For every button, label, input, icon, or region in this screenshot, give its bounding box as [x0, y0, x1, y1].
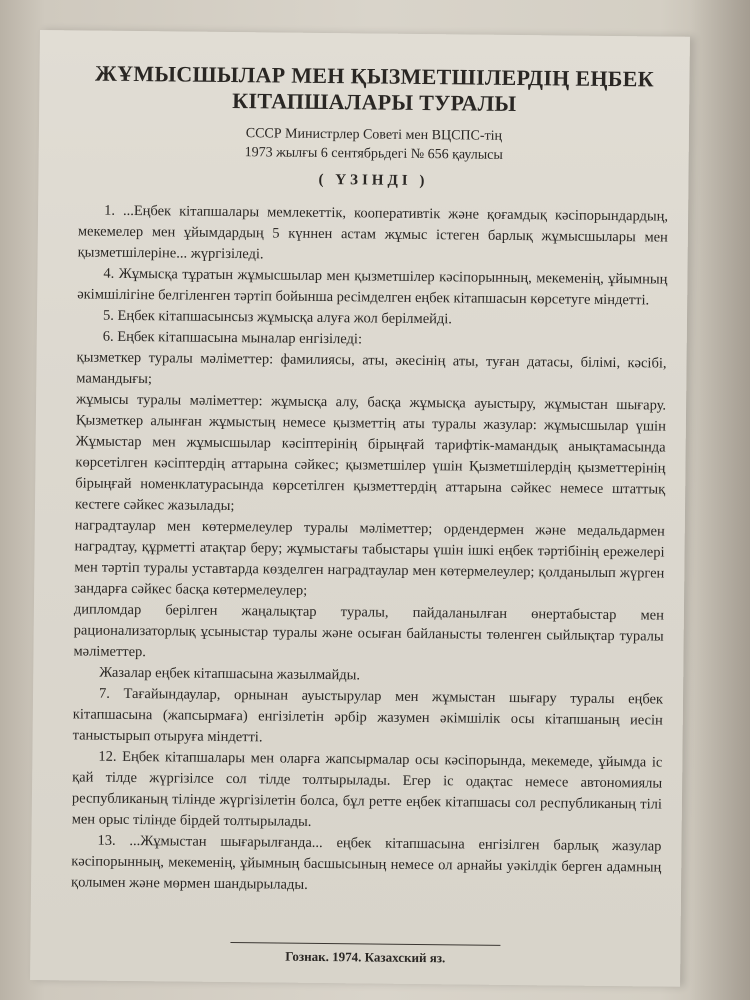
title-line-2: КІТАПШАЛАРЫ ТУРАЛЫ — [232, 88, 517, 117]
footer-divider — [230, 942, 500, 946]
title-line-1: ЖҰМЫСШЫЛАР МЕН ҚЫЗМЕТШІЛЕРДІҢ ЕҢБЕК — [94, 60, 655, 92]
subtitle-line-2: 1973 жылғы 6 сентябрьдегі № 656 қаулысы — [244, 144, 503, 163]
document-body — [71, 200, 668, 900]
footer-imprint: Гознак. 1974. Казахский яз. — [285, 948, 446, 966]
paragraph-4: 4. Жұмысқа тұратын жұмысшылар мен қызметшілер кәсіпорынның, мекеменің, ұйымның әкімшілігіне белгіленген тәртіп бойынша ресімделген еңбек кітапшасын көрсетуге міндетті. — [77, 265, 668, 309]
document-page — [30, 30, 690, 987]
paragraph-12: 12. Еңбек кітапшалары мен оларға жапсырмалар осы кәсіпорында, мекемеде, ұйымда іс қай тілде жүргізілсе сол тілде толтырылады. Егер іс одақтас немесе автономиялы республиканың тілінде жүргізілетін болса, бұл ретте еңбек кітапшасы сол республиканың тілі мен орыс тілінде бірдей толтырылады. — [71, 748, 663, 830]
paragraph-5: 5. Еңбек кітапшасынсыз жұмысқа алуға жол берілмейді. — [102, 307, 453, 327]
subtitle-line-1: СССР Министрлер Советі мен ВЦСПС-тің — [245, 125, 503, 144]
paragraph-7: 7. Тағайындаулар, орнынан ауыстырулар мен жұмыстан шығару туралы еңбек кітапшасына (жапсырмаға) енгізілетін әрбір жазумен әкімшілік осы кітапшаның иесін таныстырып отыруға міндетті. — [72, 685, 664, 746]
document-subtitle — [79, 123, 669, 167]
document-content — [71, 60, 670, 899]
paragraph-1: 1. ...Еңбек кітапшалары мемлекеттік, кооперативтік және қоғамдық кәсіпорындардың, мекемелер мен ұйымдардың 5 күннен астам жұмыс істеген барлық жұмысшылары мен қызметшілеріне... жүргізіледі. — [77, 202, 669, 262]
paragraph-13: 13. ...Жұмыстан шығарылғанда... еңбек кітапшасына енгізілген барлық жазулар кәсіпорынның, мекеменің, ұйымның басшысының немесе ол арнайы уәкілдік берген адамның қолымен және мөрмен шандырылады. — [70, 832, 662, 893]
excerpt-label: ( ҮЗІНДІ ) — [318, 171, 429, 189]
document-title — [79, 60, 670, 119]
paragraph-6: 6. Еңбек кітапшасына мыналар енгізіледі: — [102, 328, 363, 348]
paragraph-penalties: Жазалар еңбек кітапшасына жазылмайды. — [99, 664, 361, 684]
paragraph-6-awards: наградтаулар мен көтермелеулер туралы мәліметтер; ордендермен және медальдармен наградтау, құрметті атақтар беру; жұмыстағы табыстары үшін ішкі еңбек тәртібінің ережелері мен тәртіп туралы уставтарда көзделген наградтаулар мен көтермелеулер; қолданылып жүрген зандарға сәйкес басқа көтермелеулер; — [74, 517, 665, 599]
page-edge-shadow — [690, 0, 750, 1000]
paragraph-6-work: жұмысы туралы мәліметтер: жұмысқа алу, басқа жұмысқа ауыстыру, жұмыстан шығару. Қызметкер алынған жұмыстың немесе қызметтің аты туралы жазулар: жұмысшылар үшін Жұмыстар мен жұмысшылар кәсіптерінің бірыңғай тарифтік-мамандық анықтамасында көрсетілген кәсіптердің аттарына сәйкес; қызметшілер үшін Қызметшілердің қызметтерінің бірыңғай номенклатурасында көрсетілген қызметтердің аттарына сәйкес немесе штаттық кестеге сәйкес жазылады; — [74, 391, 667, 514]
paragraph-6-employee: қызметкер туралы мәліметтер: фамилиясы, аты, әкесінің аты, туған датасы, білімі, кәсібі, мамандығы; — [76, 349, 667, 387]
paragraph-6-inventions: дипломдар берілген жаңалықтар туралы, пайдаланылған өнертабыстар мен рационализаторлық ұсыныстар туралы және осыған байланысты төленген сыйлықтар туралы мәліметтер. — [73, 601, 664, 661]
